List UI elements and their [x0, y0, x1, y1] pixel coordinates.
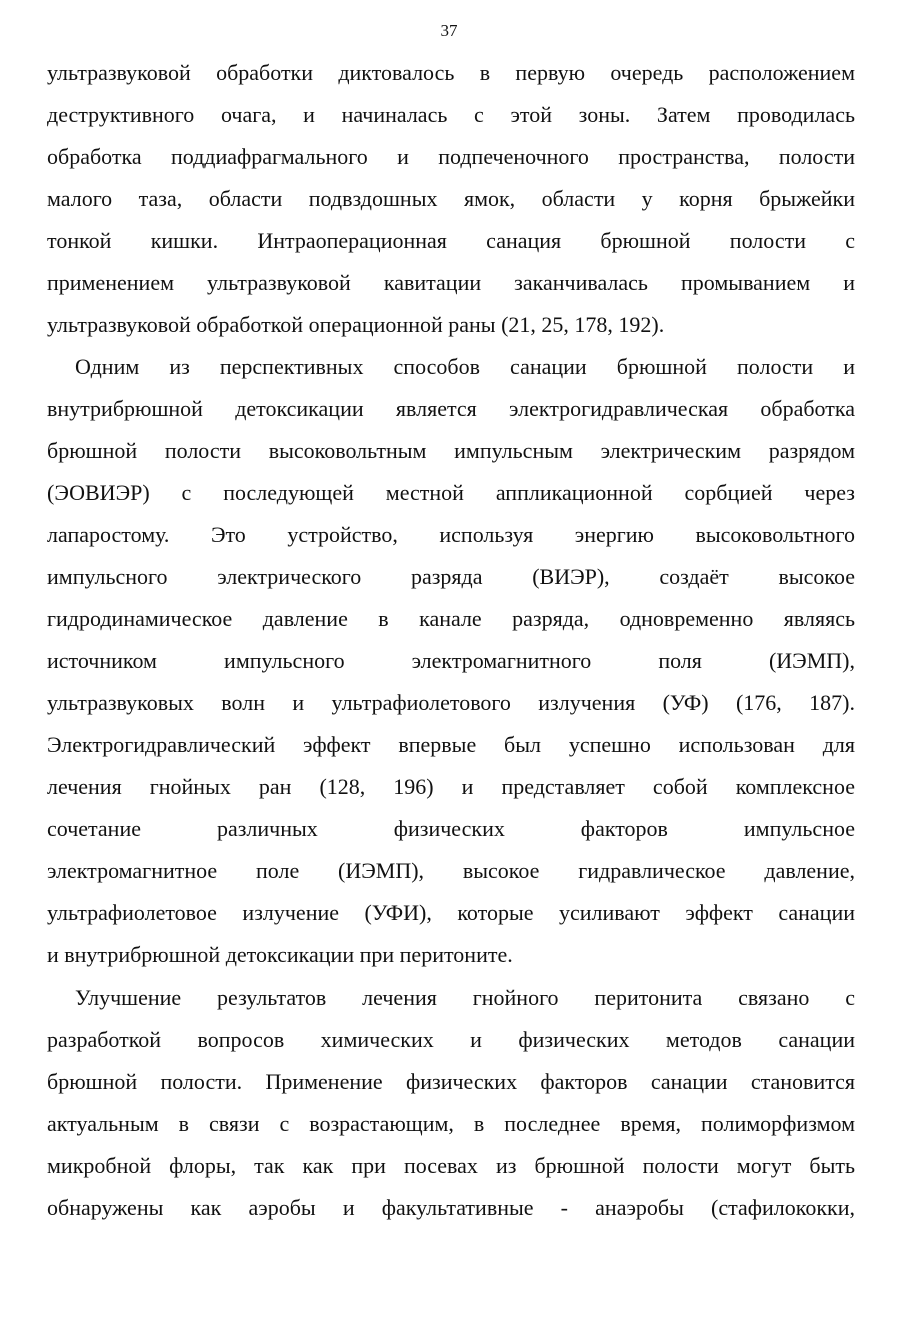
text-line: Улучшение результатов лечения гнойного перитонита связано с: [75, 985, 855, 1010]
text-line: малого таза, области подвздошных ямок, области у корня брыжейки: [47, 186, 855, 211]
text-line: электромагнитное поле (ИЭМП), высокое гидравлическое давление,: [47, 858, 855, 883]
text-line: тонкой кишки. Интраоперационная санация брюшной полости с: [47, 228, 855, 253]
text-line: ультразвуковых волн и ультрафиолетового излучения (УФ) (176, 187).: [47, 690, 855, 715]
text-line: деструктивного очага, и начиналась с этой зоны. Затем проводилась: [47, 102, 855, 127]
text-line: ультразвуковой обработки диктовалось в первую очередь расположением: [47, 60, 855, 85]
text-line: обнаружены как аэробы и факультативные - анаэробы (стафилококки,: [47, 1195, 855, 1220]
text-line: ультразвуковой обработкой операционной раны (21, 25, 178, 192).: [47, 312, 665, 337]
text-line: ультрафиолетовое излучение (УФИ), которые усиливают эффект санации: [47, 900, 855, 925]
text-line: и внутрибрюшной детоксикации при перитоните.: [47, 942, 513, 967]
text-line: внутрибрюшной детоксикации является электрогидравлическая обработка: [47, 396, 855, 421]
text-line: актуальным в связи с возрастающим, в последнее время, полиморфизмом: [47, 1111, 855, 1136]
text-line: обработка поддиафрагмального и подпеченочного пространства, полости: [47, 144, 855, 169]
text-line: брюшной полости. Применение физических факторов санации становится: [47, 1069, 855, 1094]
text-line: лечения гнойных ран (128, 196) и представляет собой комплексное: [47, 774, 855, 799]
text-line: сочетание различных физических факторов импульсное: [47, 816, 855, 841]
text-line: импульсного электрического разряда (ВИЭР), создаёт высокое: [47, 564, 855, 589]
text-line: лапаростому. Это устройство, используя энергию высоковольтного: [47, 522, 855, 547]
text-line: микробной флоры, так как при посевах из брюшной полости могут быть: [47, 1153, 855, 1178]
text-line: брюшной полости высоковольтным импульсным электрическим разрядом: [47, 438, 855, 463]
text-line: применением ультразвуковой кавитации заканчивалась промыванием и: [47, 270, 855, 295]
text-line: (ЭОВИЭР) с последующей местной аппликационной сорбцией через: [47, 480, 855, 505]
page-number: 37: [440, 21, 458, 40]
text-line: Электрогидравлический эффект впервые был успешно использован для: [47, 732, 855, 757]
text-line: гидродинамическое давление в канале разряда, одновременно являясь: [47, 606, 855, 631]
text-line: источником импульсного электромагнитного поля (ИЭМП),: [47, 648, 855, 673]
text-line: Одним из перспективных способов санации брюшной полости и: [75, 354, 855, 379]
text-line: разработкой вопросов химических и физических методов санации: [47, 1027, 855, 1052]
